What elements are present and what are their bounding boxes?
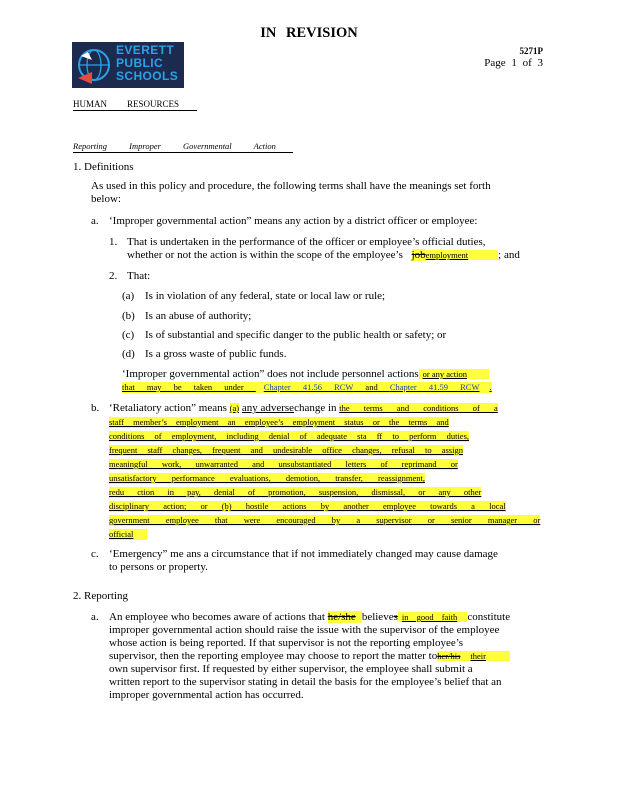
item-a1-line-2 [127, 249, 520, 262]
item-a-text: ‘Improper governmental action” means any action by a district officer or employee: [109, 215, 478, 227]
r4-text: supervisor, then the reporting employee may choose to report the matter to [109, 650, 438, 662]
definitions-intro-line-1: As used in this policy and procedure, the following terms shall have the meanings set forth [91, 180, 491, 192]
item-a2d-label: (d) [122, 348, 135, 360]
item-c-line-2: to persons or property. [109, 561, 208, 573]
globe-book-icon [72, 42, 116, 88]
exclusion-insert-2: that may be taken under [122, 382, 244, 392]
r1-goodfaith: in good faith [398, 612, 467, 622]
item-a2a-label: (a) [122, 290, 135, 302]
exclusion-end: . [489, 382, 492, 392]
exclusion-line-2 [122, 382, 492, 393]
a1-end: ; and [498, 249, 520, 261]
reporting-line-4 [109, 650, 510, 663]
item-a-label: a. [91, 215, 99, 227]
exclusion-ref-2: Chapter 41.59 RCW [389, 382, 480, 392]
item-a2a-text: Is in violation of any federal, state or local law or rule; [145, 290, 386, 302]
retaliatory-line-5: meaningful work, unwarranted and unsubstantiated letters of reprimand or [109, 459, 458, 469]
exclusion-text: ‘Improper governmental action” does not include personnel actions [122, 368, 419, 380]
page-number: Page 1 of 3 [484, 57, 543, 69]
revision-banner: IN REVISION [260, 25, 358, 41]
section-1-heading: 1. Definitions [73, 161, 134, 173]
r1-strike: he/she [328, 611, 362, 623]
department-word-1: HUMAN [73, 99, 108, 109]
item-a2c-label: (c) [122, 329, 135, 341]
r4-strike: her/his [437, 651, 470, 661]
item-b-label: b. [91, 402, 100, 414]
reporting-line-1 [109, 611, 510, 624]
logo-line-2: PUBLIC [116, 56, 164, 70]
retaliatory-line-10: official [109, 529, 147, 540]
item-c-line-1: ‘Emergency” me ans a circumstance that if not immediately changed may cause damage [109, 548, 498, 560]
district-logo [72, 42, 184, 88]
item-a2b-label: (b) [122, 310, 135, 322]
item-c-label: c. [91, 548, 99, 560]
exclusion-and: and [365, 382, 378, 392]
r1-believe: believe [361, 611, 394, 623]
b-change: change in [294, 402, 337, 414]
item-a2-label: 2. [109, 270, 118, 282]
retaliatory-line-9: government employee that were encouraged by a supervisor or senior manager or [109, 515, 541, 525]
item-a2d-text: Is a gross waste of public funds. [145, 348, 287, 360]
retaliatory-line-4: frequent staff changes, frequent and undesirable office changes, refusal to assign [109, 445, 463, 455]
reporting-line-6: written report to the supervisor stating in detail the basis for the employee’s belief that an [109, 676, 502, 688]
item-a1-line-1: That is undertaken in the performance of the officer or employee’s official duties, [127, 236, 486, 248]
b-adverse: any adverse [241, 402, 295, 414]
logo-line-1: EVERETT [116, 43, 175, 57]
section-2-heading: 2. Reporting [73, 590, 128, 602]
r1-text: An employee who becomes aware of actions that [109, 611, 325, 623]
a1-strike: job [411, 249, 426, 261]
item-a2-text: That: [127, 270, 151, 282]
item-b-line-1 [109, 402, 498, 415]
item-a2b-text: Is an abuse of authority; [145, 310, 252, 322]
retaliatory-line-6: unsatisfactory performance evaluations, demotion, transfer, reassignment, [109, 473, 426, 483]
section-title: Reporting Improper Governmental Action [73, 141, 293, 153]
r1-end: constitute [467, 611, 511, 623]
reporting-line-5: own supervisor first. If requested by either supervisor, the employee shall submit a [109, 663, 473, 675]
b-terms-insert: the terms and conditions of a [339, 403, 498, 413]
a1-insert: employment [426, 250, 499, 260]
logo-line-3: SCHOOLS [116, 69, 179, 83]
r4-insert: their [470, 651, 510, 661]
reporting-line-2: improper governmental action should raise the issue with the supervisor of the employee [109, 624, 500, 636]
retaliatory-line-8: disciplinary action; or (b) hostile actions by another employee towards a local [109, 501, 506, 511]
exclusion-insert-1: or any action [419, 369, 489, 379]
r1-s: s [393, 611, 398, 623]
department-word-2: RESOURCES [127, 99, 180, 109]
document-number: 5271P [519, 46, 543, 56]
exclusion-ref-1: Chapter 41.56 RCW [263, 382, 354, 392]
definitions-intro-line-2: below: [91, 193, 121, 205]
b-marker-a: (a) [229, 403, 240, 413]
a1-text: whether or not the action is within the scope of the employee’s [127, 249, 403, 261]
retaliatory-line-3: conditions of employment, including denial of adequate sta ff to perform duties, [109, 431, 470, 441]
exclusion-line-1 [122, 368, 489, 381]
item-a2c-text: Is of substantial and specific danger to the public health or safety; or [145, 329, 447, 341]
retaliatory-line-2: staff member’s employment an employee’s employment status or the terms and [109, 417, 449, 427]
department-label [73, 99, 197, 111]
reporting-a-label: a. [91, 611, 99, 623]
reporting-line-3: whose action is being reported. If that supervisor is not the reporting employee’s [109, 637, 464, 649]
retaliatory-line-7: redu ction in pay, denial of promotion, suspension, dismissal, or any other [109, 487, 482, 497]
reporting-line-7: improper governmental action has occurred. [109, 689, 304, 701]
b-text: ‘Retaliatory action” means [109, 402, 227, 414]
item-a1-label: 1. [109, 236, 118, 248]
